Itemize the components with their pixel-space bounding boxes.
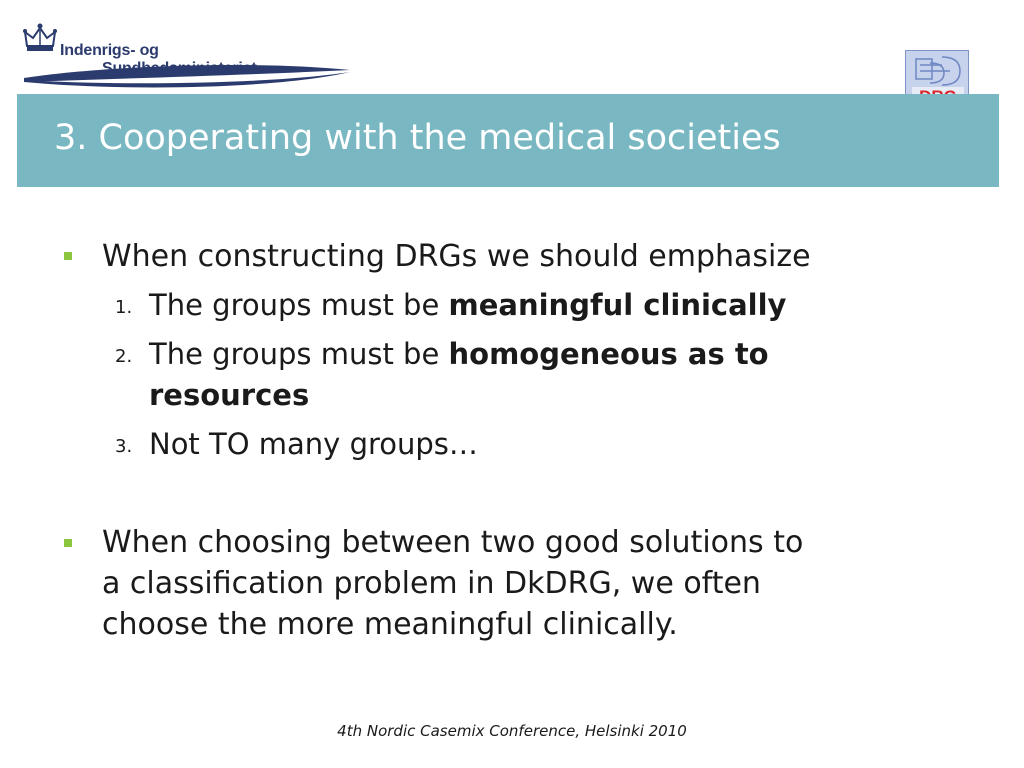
list-item-3: Not TO many groups… — [149, 427, 478, 461]
ministry-logo — [22, 22, 352, 92]
ministry-logo-line2: Sundhedsministeriet — [102, 60, 257, 77]
list-number: 3. — [115, 436, 133, 457]
list-number: 1. — [115, 297, 133, 318]
bullet-marker — [64, 539, 72, 547]
list-item-2 — [149, 334, 769, 375]
list-item-2-text: The groups must be — [149, 337, 449, 371]
title-band — [17, 94, 999, 187]
list-item-2-emphasis: homogeneous as to — [448, 337, 769, 371]
list-item-1-text: The groups must be — [149, 288, 449, 322]
list-item-2-line2 — [149, 375, 309, 416]
list-item-1 — [149, 285, 786, 326]
list-item-1-emphasis: meaningful clinically — [448, 288, 787, 322]
ministry-logo-line1: Indenrigs- og — [60, 42, 159, 59]
crown-icon — [22, 22, 58, 54]
slide-footer: 4th Nordic Casemix Conference, Helsinki 2010 — [337, 722, 687, 740]
bullet-2-line3: choose the more meaningful clinically. — [102, 607, 678, 642]
bullet-1-text: When constructing DRGs we should emphasize — [102, 239, 811, 274]
list-number: 2. — [115, 346, 133, 367]
bullet-2-line2: a classification problem in DkDRG, we often — [102, 566, 761, 601]
list-item-2-emphasis-line2: resources — [149, 378, 310, 412]
bullet-marker — [64, 252, 72, 260]
bullet-2-line1: When choosing between two good solutions to — [102, 525, 804, 560]
slide-title: 3. Cooperating with the medical societies — [54, 118, 781, 158]
